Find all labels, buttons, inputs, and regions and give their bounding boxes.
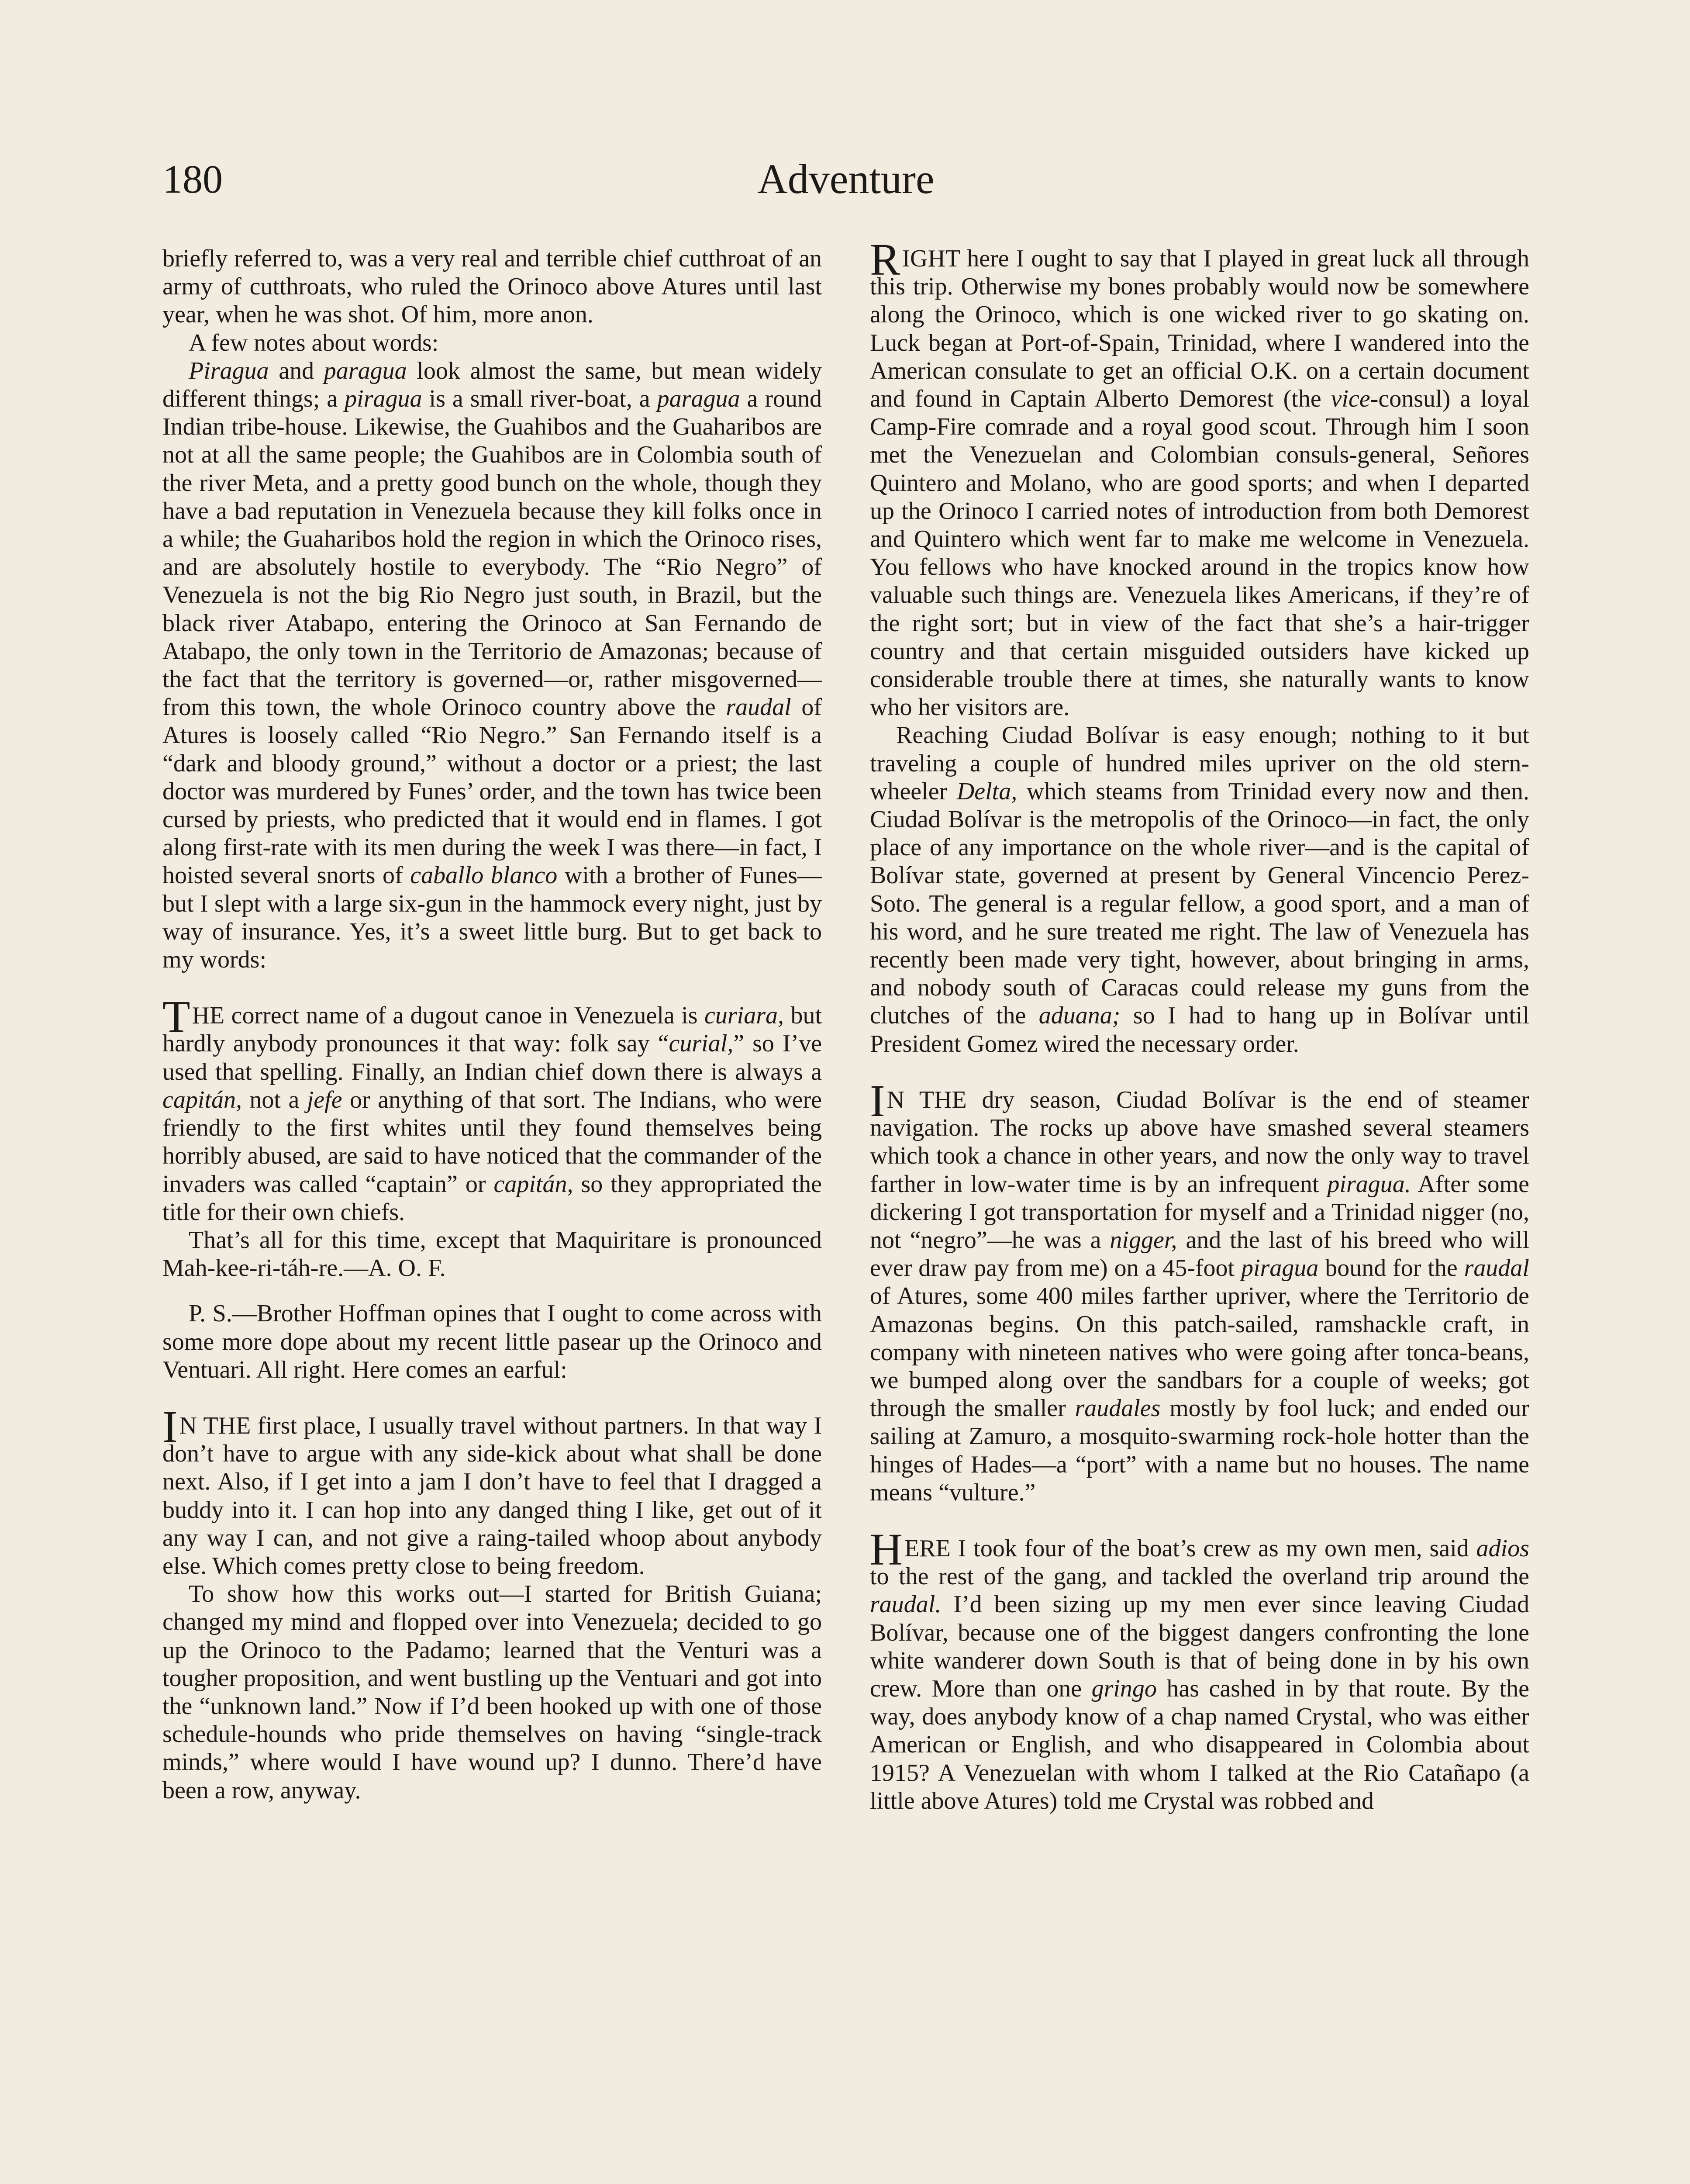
paragraph: P. S.—Brother Hoffman opines that I ought to come across with some more dope about my recent little pasear up the Orinoco and Ventuari. All right. Here comes an earful:	[162, 1300, 822, 1383]
page-number: 180	[162, 157, 223, 201]
drop-cap: R	[870, 245, 900, 285]
paragraph: To show how this works out—I started for British Guiana; changed my mind and flopped over into Venezuela; decided to go up the Orinoco to the Padamo; learned that the Venturi was a tougher proposition, and went bustling up the Ventuari and got into the “unknown land.” Now if I’d been hooked up with one of those schedule-hounds who pride themselves on having “single-track minds,” where would I have wound up? I dunno. There’d have been a row, anyway.	[162, 1580, 822, 1804]
section-paragraph: I N THE first place, I usually travel without partners. In that way I don’t have to argue with any side-kick about what shall be done next. Also, if I get into a jam I don’t have to feel that I dragged a buddy into it. I can hop into any danged thing I like, get out of it any way I can, and not give a raing-tailed whoop about anybody else. Which comes pretty close to being freedom.	[162, 1401, 822, 1579]
left-column	[162, 245, 822, 2184]
paragraph: Reaching Ciudad Bolívar is easy enough; nothing to it but traveling a couple of hundred miles upriver on the old stern-wheeler Delta, which steams from Trinidad every now and then. Ciudad Bolívar is the metropolis of the Orinoco—in fact, the only place of any importance on the whole river—and is the capital of Bolívar state, governed at present by General Vincencio Perez-Soto. The general is a regular fellow, a good sport, and a man of his word, and he sure treated me right. The law of Venezuela has recently been made very tight, however, about bringing in arms, and nobody south of Caracas could release my guns from the clutches of the aduana; so I had to hang up in Bolívar until President Gomez wired the necessary order.	[870, 722, 1529, 1057]
drop-cap: I	[870, 1075, 885, 1126]
drop-cap: I	[162, 1401, 178, 1452]
paragraph: briefly referred to, was a very real and terrible chief cutthroat of an army of cutthroats, who ruled the Orinoco above Atures until last year, when he was shot. Of him, more anon.	[162, 245, 822, 328]
paragraph: That’s all for this time, except that Maquiritare is pronounced Mah-kee-ri-táh-re.—A. O. F.	[162, 1226, 822, 1282]
magazine-title: Adventure	[757, 156, 935, 202]
drop-cap: T	[162, 992, 190, 1042]
page-header	[162, 153, 1529, 210]
section-paragraph: I N THE dry season, Ciudad Bolívar is the end of steamer navigation. The rocks up above have smashed several steamers which took a chance in other years, and now the only way to travel farther in low-water time is by an infrequent piragua. After some dickering I got transportation for myself and a Trinidad nigger (no, not “negro”—he was a nigger, and the last of his breed who will ever draw pay from me) on a 45-foot piragua bound for the raudal of Atures, some 400 miles farther upriver, where the Territorio de Amazonas begins. On this patch-sailed, ramshackle craft, in company with nineteen natives who were going after tonca-beans, we bumped along over the sandbars for a couple of weeks; got through the smaller raudales mostly by fool luck; and ended our sailing at Zamuro, a mosquito-swarming rock-hole hotter than the hinges of Hades—a “port” with a name but no houses. The name means “vulture.”	[870, 1075, 1529, 1506]
section-paragraph: THE correct name of a dugout canoe in Venezuela is curiara, but hardly anybody pronounces it that way: folk say “curial,” so I’ve used that spelling. Finally, an Indian chief down there is always a capitán, not a jefe or anything of that sort. The Indians, who were friendly to the first whites until they found themselves being horribly abused, are said to have noticed that the commander of the invaders was called “captain” or capitán, so they appropriated the title for their own chiefs.	[162, 992, 822, 1226]
paragraph: Piragua and paragua look almost the same, but mean widely different things; a piragua is a small river-boat, a paragua a round Indian tribe-house. Likewise, the Guahibos and the Guaharibos are not at all the same people; the Guahibos are in Colombia south of the river Meta, and a pretty good bunch on the whole, though they have a bad reputation in Venezuela because they kill folks once in a while; the Guaharibos hold the region in which the Orinoco rises, and are absolutely hostile to everybody. The “Rio Negro” of Venezuela is not the big Rio Negro just south, in Brazil, but the black river Atabapo, entering the Orinoco at San Fernando de Atabapo, the only town in the Territorio de Amazonas; because of the fact that the territory is governed—or, rather misgoverned—from this town, the whole Orinoco country above the raudal of Atures is loosely called “Rio Negro.” San Fernando itself is a “dark and bloody ground,” without a doctor or a priest; the last doctor was murdered by Funes’ order, and the town has twice been cursed by priests, who predicted that it would end in flames. I got along first-rate with its men during the week I was there—in fact, I hoisted several snorts of caballo blanco with a brother of Funes—but I slept with a large six-gun in the hammock every night, just by way of insurance. Yes, it’s a sweet little burg. But to get back to my words:	[162, 357, 822, 974]
paragraph: A few notes about words:	[189, 329, 439, 356]
section-paragraph: HERE I took four of the boat’s crew as my own men, said adios to the rest of the gang, and tackled the overland trip around the raudal. I’d been sizing up my men ever since leaving Ciudad Bolívar, because one of the biggest dangers confronting the lone white wanderer down South is that of being done in by his own crew. More than one gringo has cashed in by that route. By the way, does anybody know of a chap named Crystal, who was either American or English, and who disappeared in Colombia about 1915? A Venezuelan with whom I talked at the Rio Catañapo (a little above Atures) told me Crystal was robbed and	[870, 1524, 1529, 1814]
drop-cap: H	[870, 1524, 903, 1575]
section-paragraph: RIGHT here I ought to say that I played in great luck all through this trip. Otherwise my bones probably would now be somewhere along the Orinoco, which is one wicked river to go skating on. Luck began at Port-of-Spain, Trinidad, where I wandered into the American consulate to get an official O.K. on a certain document and found in Captain Alberto Demorest (the vice-consul) a loyal Camp-Fire comrade and a royal good scout. Through him I soon met the Venezuelan and Colombian consuls-general, Señores Quintero and Molano, who are good sports; and when I departed up the Orinoco I carried notes of introduction from both Demorest and Quintero which went far to make me welcome in Venezuela. You fellows who have knocked around in the tropics know how valuable such things are. Venezuela likes Americans, if they’re of the right sort; but in view of the fact that she’s a hair-trigger country and that certain misguided outsiders have kicked up considerable trouble there at times, she naturally wants to know who her visitors are.	[870, 245, 1529, 721]
right-column	[870, 245, 1529, 2184]
